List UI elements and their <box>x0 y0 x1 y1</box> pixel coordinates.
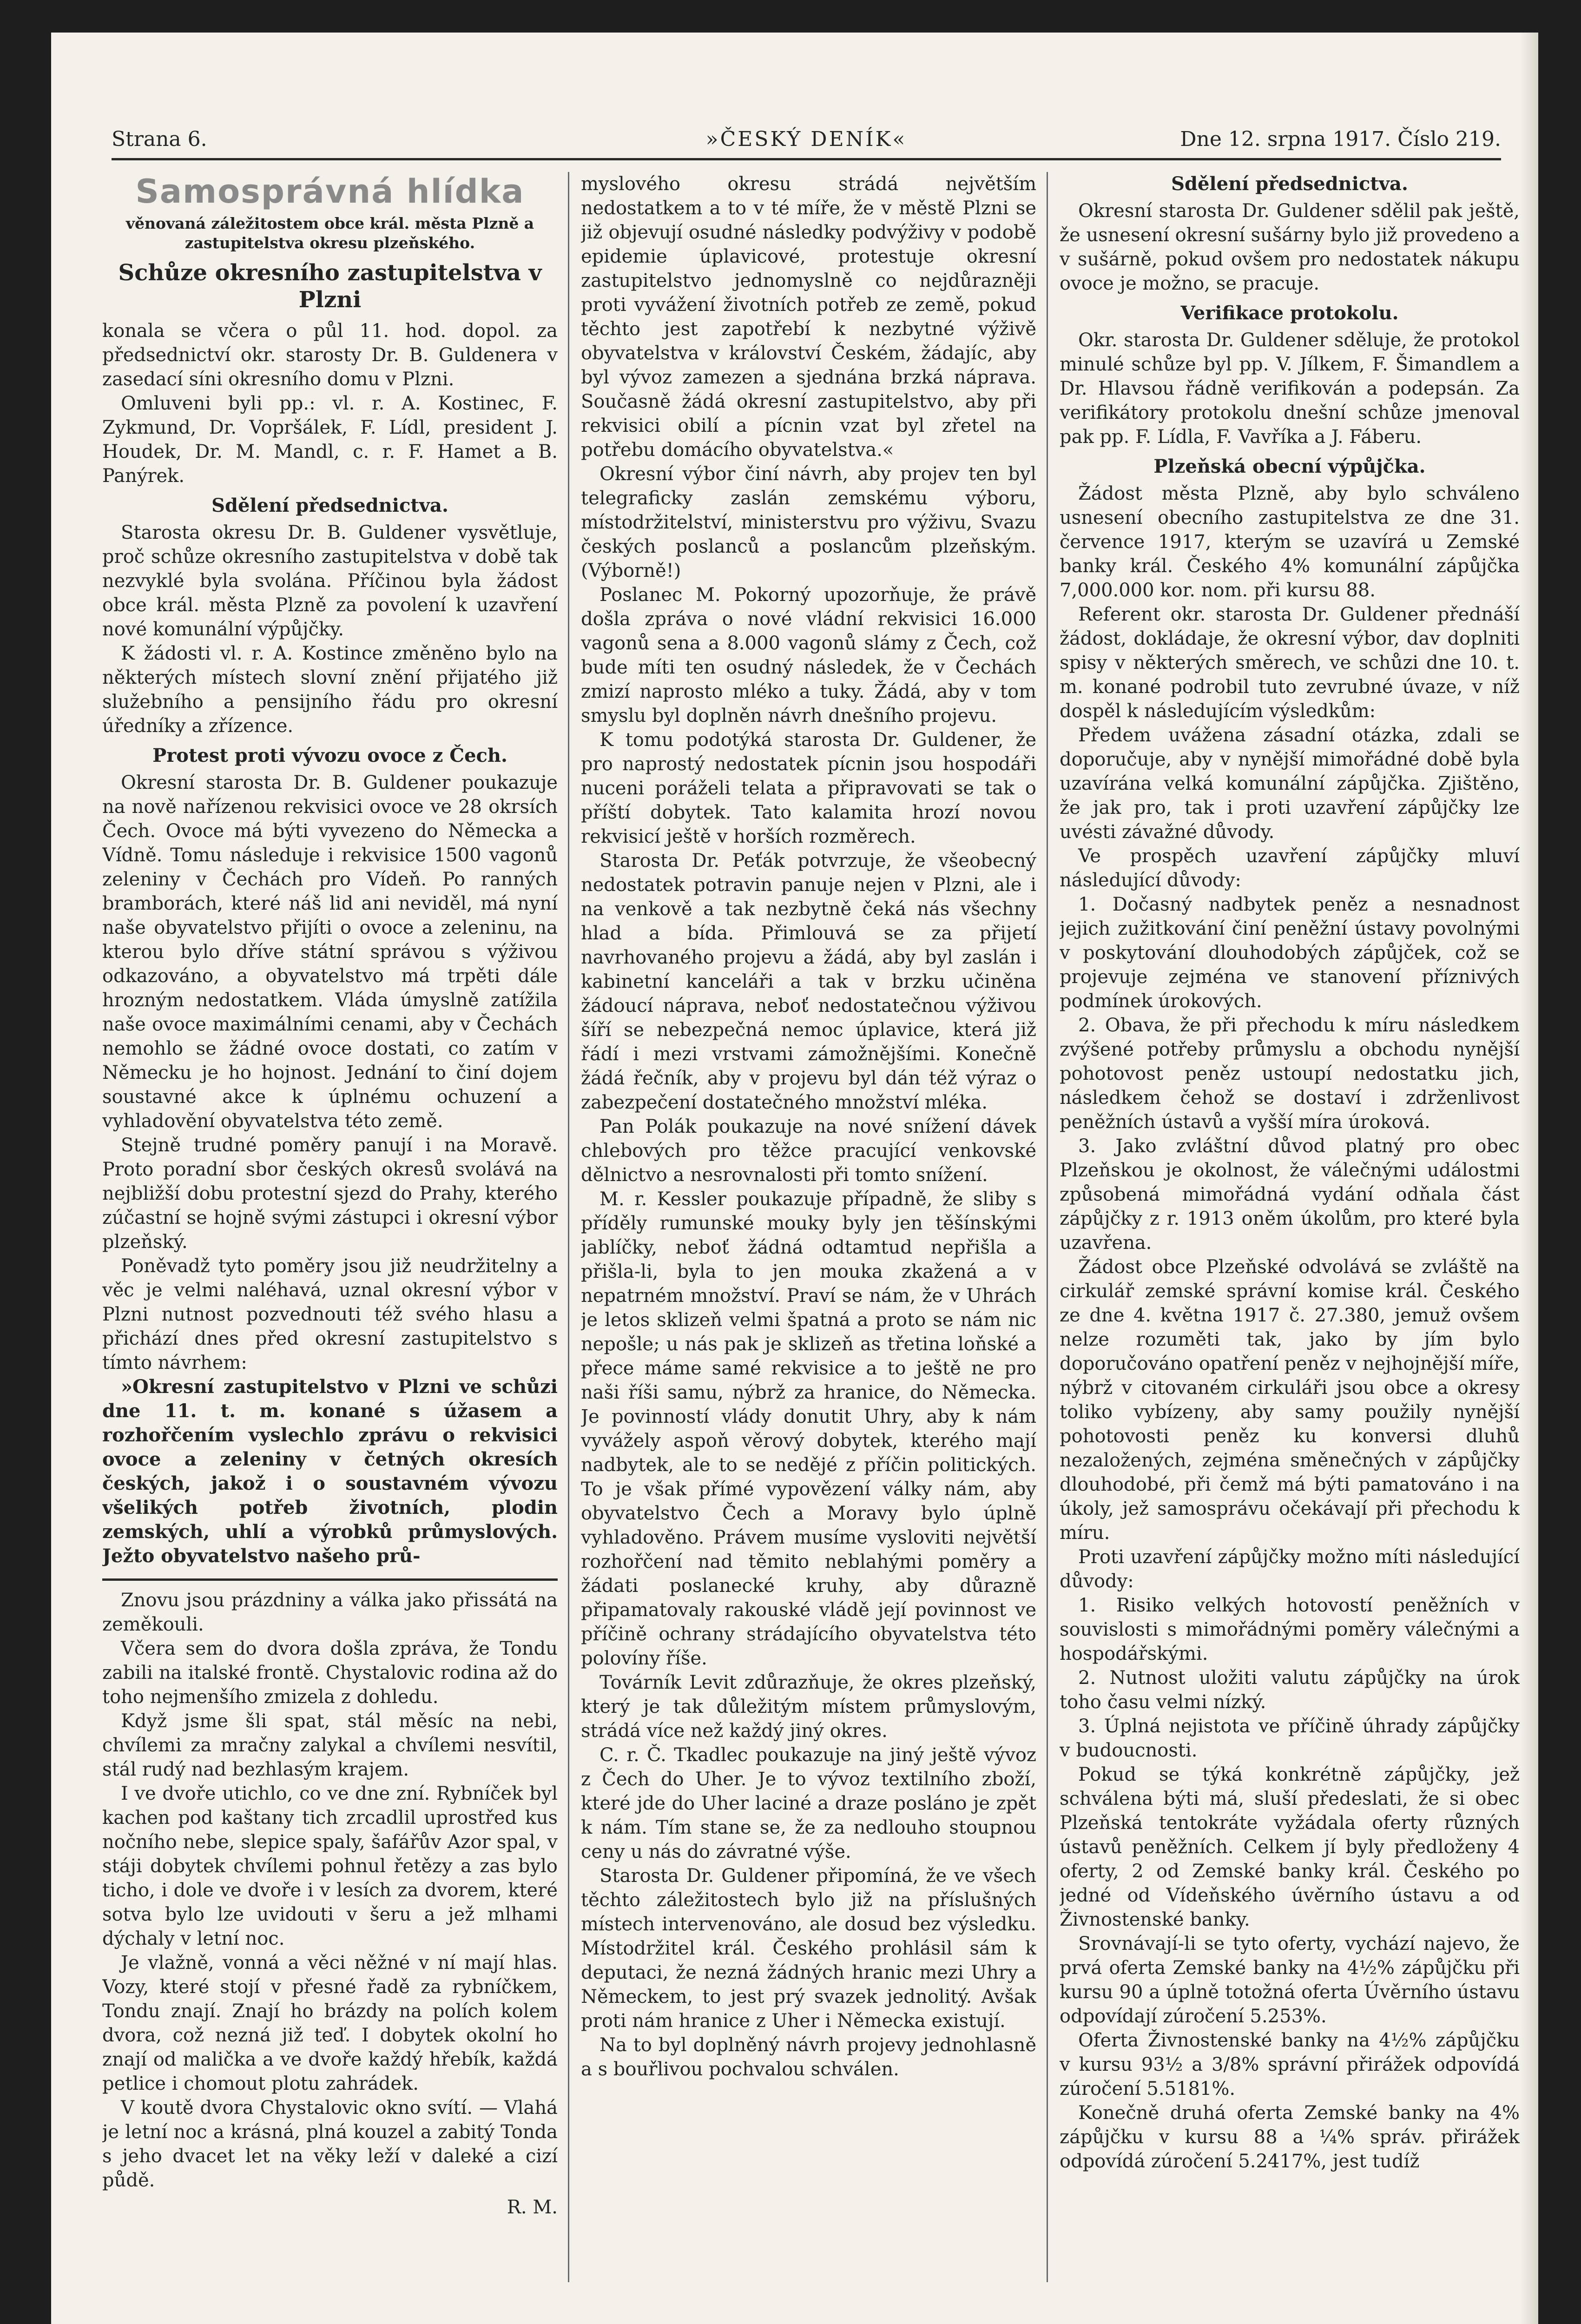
paragraph: 1. Risiko velkých hotovostí peněžních v souvislosti s mimořádnými poměry válečnými a hospodářskými. <box>1060 1595 1520 1664</box>
story-paragraph: Znovu jsou prázdniny a válka jako přissátá na zeměkouli. <box>102 1590 558 1635</box>
paragraph: 3. Jako zvláštní důvod platný pro obec Plzeňskou je okolnost, že válečnými událostmi způsobená mimořádná vydání odňala část zápůjčky z r. 1913 oněm úkolům, pro které byla uzavřena. <box>1060 1136 1520 1254</box>
rubric-title: Samosprávná hlídka <box>135 172 525 211</box>
section-heading: Verifikace protokolu. <box>1180 302 1399 324</box>
rubric-subtitle: věnovaná záležitostem obce král. města Plzně a zastupitelstva okresu plzeňského. <box>125 214 534 252</box>
paragraph: Starosta Dr. Guldener připomíná, že ve všech těchto záležitostech bylo již na příslušných místech intervenováno, ale dosud bez výsledku. Místodržitel král. Českého prohlásil sám k deputaci, že nezná žádných hranic mezi Uhry a Německem, to jest prý svazek jednolitý. Avšak proti nám hranice z Uher i Německa existují. <box>581 1865 1036 2032</box>
section-heading: Sdělení předsednictva. <box>211 495 448 516</box>
paragraph: Žádost obce Plzeňské odvolává se zvláště na cirkulář zemské správní komise král. Českého ze dne 4. května 1917 č. 27.380, jemuž ovšem nelze rozuměti tak, jako by jím bylo doporučováno opatření peněz v nejhojnější míře, nýbrž v citovaném cirkuláři jsou obce a okresy toliko vybízeny, aby samy použily nynější pohotovosti peněz ku konversi dluhů nezaložených, zejména směnečných v zápůjčky dlouhodobé, při čemž má býti pamatováno i na úkoly, jež samosprávu očekávají při přechodu k míru. <box>1060 1256 1520 1544</box>
story-paragraph: Včera sem do dvora došla zpráva, že Tondu zabili na italské frontě. Chystalovic rodina až do toho nejmenšího zmizela z dohledu. <box>102 1638 558 1708</box>
paragraph: Starosta okresu Dr. B. Guldener vysvětluje, proč schůze okresního zastupitelstva v době tak nezvyklé byla svolána. Příčinou byla žádost obce král. města Plzně za povolení k uzavření nové komunální výpůjčky. <box>102 522 558 640</box>
column-2 <box>581 172 1036 2310</box>
section-separator <box>102 1578 558 1581</box>
paragraph: Starosta Dr. Peťák potvrzuje, že všeobecný nedostatek potravin panuje nejen v Plzni, ale i na venkově a tak nezbytně čeká nás všechny hlad a bída. Přimlouvá se za přijetí navrhovaného projevu a žádá, aby byl zaslán i kabinetní kanceláři a tak v brzku učiněna žádoucí náprava, neboť nedostatečnou výživou šíří se nebezpečná nemoc úplavice, která již řádí i mezi vrstvami zámožnějšími. Konečně žádá řečník, aby v projevu byl dán též výraz o zabezpečení dostatečného množství mléka. <box>581 850 1036 1113</box>
paragraph: Ve prospěch uzavření zápůjčky mluví následující důvody: <box>1060 845 1520 891</box>
paragraph: K tomu podotýká starosta Dr. Guldener, že pro naprostý nedostatek pícnin jsou hospodáři nuceni poráželi telata a připravovati se tak o příští dobytek. Tato kalamita hrozí novou rekvisicí ještě v horších rozměrech. <box>581 729 1036 847</box>
paragraph: Omluveni byli pp.: vl. r. A. Kostinec, F. Zykmund, Dr. Vopršálek, F. Lídl, president J. Houdek, Dr. M. Mandl, c. r. F. Hamet a B. Panýrek. <box>102 393 558 487</box>
paragraph: Poněvadž tyto poměry jsou již neudržitelny a věc je velmi naléhavá, uznal okresní výbor v Plzni nutnost pozvednouti též svého hlasu a přichází dnes před okresní zastupitelstvo s tímto návrhem: <box>102 1255 558 1373</box>
paragraph: Proti uzavření zápůjčky možno míti následující důvody: <box>1060 1546 1520 1592</box>
story-paragraph: V koutě dvora Chystalovic okno svítí. — Vlahá je letní noc a krásná, plná kouzel a zabitý Tonda s jeho dvacet let na věky leží v daleké a cizí půdě. <box>102 2097 558 2191</box>
page-fold-shadow <box>1520 33 1538 2324</box>
paragraph: C. r. Č. Tkadlec poukazuje na jiný ještě vývoz z Čech do Uher. Je to vývoz textilního zboží, které jde do Uher laciné a draze posláno je zpět k nám. Tím stane se, že za nedlouho stoupnou ceny u nás do závratné výše. <box>581 1744 1036 1862</box>
paragraph: 1. Dočasný nadbytek peněz a nesnadnost jejich zužitkování činí peněžní ústavy povolnými v poskytování dlouhodobých zápůjček, což se projevuje zejména ve stanovení příznivých podmínek úrokových. <box>1060 894 1520 1012</box>
article-headline: Schůze okresního zastupitelstva v Plzni <box>118 260 542 313</box>
page-number: Strana 6. <box>112 127 207 151</box>
section-heading: Protest proti vývozu ovoce z Čech. <box>152 745 507 766</box>
paragraph: K žádosti vl. r. A. Kostince změněno bylo na některých místech slovní znění přijatého již služebního a pensijního řádu pro okresní úředníky a zřízence. <box>102 643 558 737</box>
author-signature: R. M. <box>507 2197 558 2218</box>
column-rule <box>1047 172 1048 2282</box>
paragraph: Pan Polák poukazuje na nové snížení dávek chlebových pro těžce pracující venkovské dělnictvo a nesrovnalosti při tomto snížení. <box>581 1116 1036 1186</box>
paragraph: Pokud se týká konkrétně zápůjčky, jež schválena býti má, sluší předeslati, že si obec Plzeňská tentokráte vyžádala oferty různých ústavů peněžních. Celkem jí byly předloženy 4 oferty, 2 od Zemské banky král. Českého po jedné od Vídeňského úvěrního ústavu a od Živnostenské banky. <box>1060 1764 1520 1930</box>
column-1 <box>102 172 558 2310</box>
paragraph: myslového okresu strádá největším nedostatkem a to v té míře, že v městě Plzni se již objevují osudné následky podvýživy v podobě epidemie úplavicové, protestuje okresní zastupitelstvo jednomyslně co nejdůrazněji proti vyvážení životních potřeb ze země, pokud těchto jest zapotřebí k nezbytné výživě obyvatelstva v království Českém, žádajíc, aby byl vývoz zamezen a sjednána brzká náprava. Současně žádá okresní zastupitelstvo, aby při rekvisici obilí a pícnin vzat byl zřetel na potřebu domácího obyvatelstva.« <box>581 173 1036 461</box>
paragraph: M. r. Kessler poukazuje případně, že sliby s příděly rumunské mouky byly jen těšínskými jablíčky, neboť žádná odtamtud nepřišla a přišla-li, byla to jen mouka zkažená a v nepatrném množství. Praví se nám, že v Uhrách je letos sklizeň velmi špatná a proto se nám nic nepošle; u nás pak je sklizeň as třetina loňské a přece máme samé rekvisice a to ještě ne pro naši říši samu, nýbrž za hranice, do Německa. Je povinností vlády donutit Uhry, aby k nám vyvážely aspoň věrový dobytek, kterého mají nadbytek, ale to se nedějé z příčin politických. To je však přímé vypovězení války nám, aby obyvatelstvo Čech a Moravy bylo úplně vyhladověno. Právem musíme vysloviti největší rozhořčení nad těmito neblahými poměry a žádati poslanecké kruhy, aby důrazně připamatovaly rakouské vládě její povinnost ve příčině ochrany strádajícího obyvatelstva této polovíny říše. <box>581 1188 1036 1669</box>
paragraph: 3. Úplná nejistota ve příčině úhrady zápůjčky v budoucnosti. <box>1060 1716 1520 1761</box>
newspaper-page <box>51 33 1538 2324</box>
paragraph: Okr. starosta Dr. Guldener sděluje, že protokol minulé schůze byl pp. V. Jílkem, F. Šimandlem a Dr. Hlavsou řádně verifikován a podepsán. Za verifikátory protokolu dnešní schůze jmenoval pak pp. F. Lídla, F. Vavříka a J. Fáberu. <box>1060 330 1520 448</box>
paragraph: 2. Obava, že při přechodu k míru následkem zvýšené potřeby průmyslu a obchodu nynější pohotovost peněz ustoupí nedostatku jich, následkem čehož se dostaví i zdrženlivost peněžních ústavů a vyšší míra úroková. <box>1060 1015 1520 1133</box>
column-rule <box>568 172 569 2282</box>
paragraph: Stejně trudné poměry panují i na Moravě. Proto poradní sbor českých okresů svolává na nejbližší dobu protestní sjezd do Prahy, kterého zúčastní se hojně svými zástupci i okresní výbor plzeňský. <box>102 1135 558 1253</box>
story-paragraph: Je vlažně, vonná a věci něžné v ní mají hlas. Vozy, které stojí v přesné řadě za rybníčkem, Tondu znají. Znají ho brázdy na polích kolem dvora, což nezná již teď. I dobytek okolní ho znají od malička a ve dvoře každý hřebík, každá petlice i chomout plotu zahrádek. <box>102 1952 558 2094</box>
paragraph: Referent okr. starosta Dr. Guldener přednáší žádost, dokládaje, že okresní výbor, dav doplniti spisy v některých směrech, ve schůzi dne 10. t. m. konané podrobil tuto zevrubné úvaze, v níž dospěl k následujícím výsledkům: <box>1060 604 1520 722</box>
paragraph: Žádost města Plzně, aby bylo schváleno usnesení obecního zastupitelstva ze dne 31. července 1917, kterým se uzavírá u Zemské banky král. Českého 4% komunální zápůjčka 7,000.000 kor. nom. při kursu 88. <box>1060 483 1520 601</box>
section-heading: Plzeňská obecní výpůjčka. <box>1153 456 1426 477</box>
paragraph: Okresní starosta Dr. B. Guldener poukazuje na nově nařízenou rekvisici ovoce ve 28 okrsích Čech. Ovoce má býti vyvezeno do Německa a Vídně. Tomu následuje i rekvisice 1500 vagonů zeleniny v Čechách pro Vídeň. Po ranných bramborách, které náš lid ani neviděl, má nyní naše obyvatelstvo přijíti o ovoce a zeleninu, na kterou bylo dříve státní správou s výživou odkazováno, a obyvatelstvo má trpěti dále hrozným nedostatkem. Vláda úmyslně zatížila naše ovoce maximálními cenami, aby v Čechách nemohlo se žádné ovoce dostati, co zatím v Německu je ho hojnost. Jednání to činí dojem soustavné akce k úplnému ochuzení a vyhladovění obyvatelstva této země. <box>102 772 558 1132</box>
story-paragraph: Když jsme šli spat, stál měsíc na nebi, chvílemi za mračny zalykal a chvílemi nesvítil, stál rudý nad bezhlasým krajem. <box>102 1710 558 1780</box>
paragraph: Předem uvážena zásadní otázka, zdali se doporučuje, aby v nynější mimořádné době byla uzavírána velká komunální zápůjčka. Zjištěno, že jak pro, tak i proti uzavření zápůjčky lze uvésti závažné důvody. <box>1060 725 1520 843</box>
paragraph: Srovnávají-li se tyto oferty, vychází najevo, že prvá oferta Zemské banky na 4½% zápůjčku při kursu 90 a úplně totožná oferta Úvěrního ústavu odpovídají zúročení 5.253%. <box>1060 1933 1520 2027</box>
column-3 <box>1060 172 1520 2310</box>
story-paragraph: I ve dvoře utichlo, co ve dne zní. Rybníček byl kachen pod kaštany tich zrcadlil uprostřed kus nočního nebe, slepice spaly, šafářův Azor spal, v stáji dobytek chvílemi pohnul řetězy a zas bylo ticho, i dole ve dvoře i v lesích za dvorem, které sotva bylo lze uvidouti v šeru a jež mlhami dýchaly v letní noc. <box>102 1783 558 1949</box>
page-header <box>112 125 1501 160</box>
paragraph: Továrník Levit zdůrazňuje, že okres plzeňský, který je tak důležitým místem průmyslovým, strádá více než každý jiný okres. <box>581 1672 1036 1742</box>
paragraph: Konečně druhá oferta Zemské banky na 4% zápůjčku v kursu 88 a ¼% správ. přirážek odpovídá zúročení 5.2417%, jest tudíž <box>1060 2102 1520 2172</box>
paragraph: Okresní výbor činí návrh, aby projev ten byl telegraficky zaslán zemskému výboru, místodržitelství, ministerstvu pro výživu, Svazu českých poslanců a poslancům plzeňským. (Výborně!) <box>581 463 1036 581</box>
newspaper-title: »ČESKÝ DENÍK« <box>705 127 907 151</box>
paragraph: Na to byl doplněný návrh projevy jednohlasně a s bouřlivou pochvalou schválen. <box>581 2034 1036 2080</box>
section-heading: Sdělení předsednictva. <box>1171 173 1408 195</box>
paragraph: Poslanec M. Pokorný upozorňuje, že právě došla zpráva o nové vládní rekvisici 16.000 vagonů sena a 8.000 vagonů slámy z Čech, což bude míti ten osudný následek, že v Čechách zmizí naprosto mléko a tuky. Žádá, aby v tom smyslu byl doplněn návrh dnešního projevu. <box>581 584 1036 726</box>
issue-date: Dne 12. srpna 1917. Číslo 219. <box>1180 127 1501 151</box>
resolution-text: »Okresní zastupitelstvo v Plzni ve schůzi dne 11. t. m. konané s úžasem a rozhořčením vyslechlo zprávu o rekvisici ovoce a zeleniny v četných okresích českých, jakož i o soustavném vývozu všelikých potřeb životních, plodin zemských, uhlí a výrobků průmyslových. Ježto obyvatelstvo našeho prů- <box>102 1376 558 1567</box>
paragraph: konala se včera o půl 11. hod. dopol. za předsednictví okr. starosty Dr. B. Guldenera v zasedací síni okresního domu v Plzni. <box>102 320 558 390</box>
paragraph: Okresní starosta Dr. Guldener sdělil pak ještě, že usnesení okresní sušárny bylo již provedeno a v sušárně, pokud ovšem pro nedostatek nákupu ovoce je možno, se pracuje. <box>1060 200 1520 294</box>
paragraph: 2. Nutnost uložiti valutu zápůjčky na úrok toho času velmi nízký. <box>1060 1667 1520 1713</box>
paragraph: Oferta Živnostenské banky na 4½% zápůjčku v kursu 93½ a 3/8% správní přirážek odpovídá zúročení 5.5181%. <box>1060 2030 1520 2100</box>
